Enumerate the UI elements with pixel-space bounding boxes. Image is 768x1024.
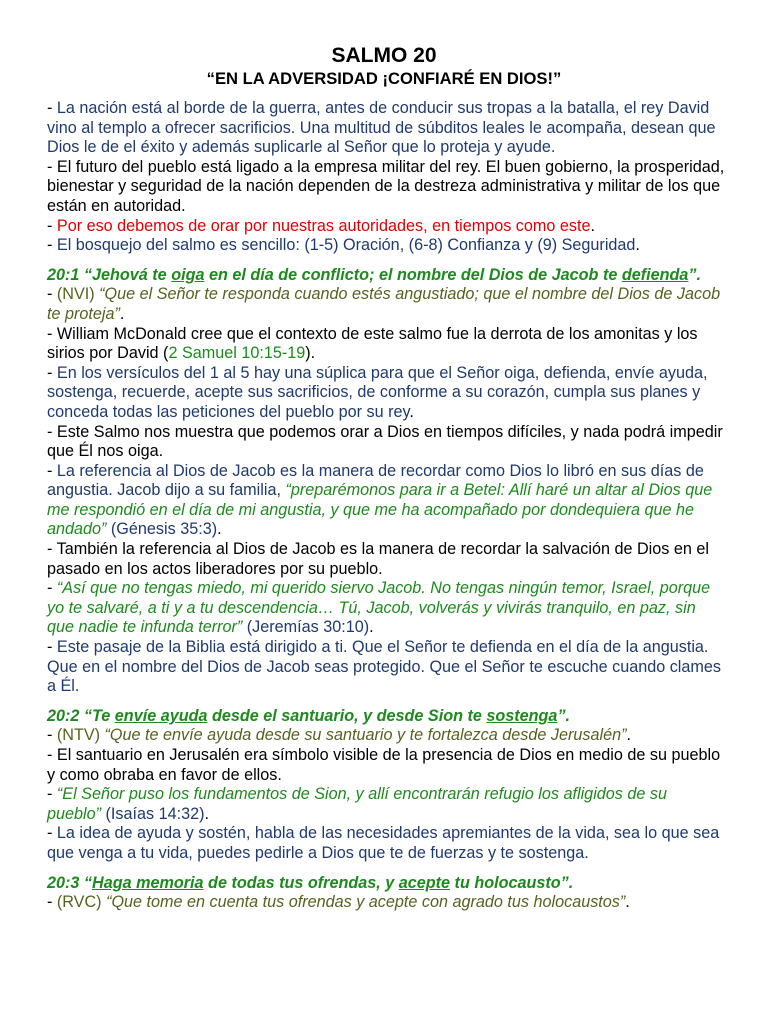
v1-paragraph-8: - Este pasaje de la Biblia está dirigido a ti. Que el Señor te defienda en el día de la angustia. Que en el nombre del Dios de Jacob seas protegido. Que el Señor te escuche cuando clames a Él. xyxy=(47,638,721,696)
v1-paragraph-2: - William McDonald cree que el contexto de este salmo fue la derrota de los amonitas y los sirios por David (2 Samuel 10:15-19). xyxy=(47,324,698,363)
page-title: SALMO 20 xyxy=(331,44,437,67)
v2-paragraph-4: - La idea de ayuda y sostén, habla de las necesidades apremiantes de la vida, sea lo que sea que venga a tu vida, puedes pedirle a Dios que te de fuerzas y te sostenga. xyxy=(47,824,720,862)
intro-paragraph-3: - Por eso debemos de orar por nuestras autoridades, en tiempos como este. xyxy=(47,216,595,235)
document-body xyxy=(47,99,725,913)
v1-paragraph-3: - En los versículos del 1 al 5 hay una súplica para que el Señor oiga, defienda, envíe ayuda, sostenga, recuerde, acepte sus sacrificios, de conforme a su corazón, cumpla sus planes y conceda todas las peticiones del pueblo por su rey. xyxy=(47,363,708,421)
v1-paragraph-4: - Este Salmo nos muestra que podemos orar a Dios en tiempos difíciles, y nada podrá impedir que Él nos oiga. xyxy=(47,422,723,461)
v3-rvc-quote: - (RVC) “Que tome en cuenta tus ofrendas y acepte con agrado tus holocaustos”. xyxy=(47,893,630,912)
v1-nvi-quote: - (NVI) “Que el Señor te responda cuando estés angustiado; que el nombre del Dios de Jacob te proteja”. xyxy=(47,285,721,323)
v2-paragraph-3: - “El Señor puso los fundamentos de Sion, y allí encontrarán refugio los afligidos de su pueblo” (Isaías 14:32). xyxy=(47,785,667,823)
intro-paragraph-2: - El futuro del pueblo está ligado a la empresa militar del rey. El buen gobierno, la prosperidad, bienestar y seguridad de la nación dependen de la destreza administrativa y militar de los que están en autoridad. xyxy=(47,157,725,215)
v1-paragraph-6: - También la referencia al Dios de Jacob es la manera de recordar la salvación de Dios en el pasado en los actos liberadores por su pueblo. xyxy=(47,540,709,578)
verse-heading-20-1: 20:1 “Jehová te oiga en el día de conflicto; el nombre del Dios de Jacob te defienda”. xyxy=(47,265,701,284)
intro-paragraph-4: - El bosquejo del salmo es sencillo: (1-5) Oración, (6-8) Confianza y (9) Seguridad. xyxy=(47,236,640,255)
verse-heading-20-3: 20:3 “Haga memoria de todas tus ofrendas, y acepte tu holocausto”. xyxy=(47,873,574,892)
v2-paragraph-2: - El santuario en Jerusalén era símbolo visible de la presencia de Dios en medio de su pueblo y como obraba en favor de ellos. xyxy=(47,746,721,784)
verse-heading-20-2: 20:2 “Te envíe ayuda desde el santuario, y desde Sion te sostenga”. xyxy=(47,706,571,725)
v1-paragraph-5: - La referencia al Dios de Jacob es la manera de recordar como Dios lo libró en sus días de angustia. Jacob dijo a su familia, “preparémonos para ir a Betel: Allí haré un altar al Dios que me respondió en el día de mi angustia, y que me ha acompañado por dondequiera que he andado” (Génesis 35:3). xyxy=(47,461,713,539)
v2-ntv-quote: - (NTV) “Que te envíe ayuda desde su santuario y te fortalezca desde Jerusalén”. xyxy=(47,726,631,745)
page-subtitle: “EN LA ADVERSIDAD ¡CONFIARÉ EN DIOS!” xyxy=(206,69,562,88)
intro-paragraph-1: - La nación está al borde de la guerra, antes de conducir sus tropas a la batalla, el rey David vino al templo a ofrecer sacrificios. Una multitud de súbditos leales le acompaña, desean que Dios le de el éxito y además suplicarle al Señor que lo proteja y ayude. xyxy=(47,99,716,157)
v1-paragraph-7: - “Así que no tengas miedo, mi querido siervo Jacob. No tengas ningún temor, Israel, porque yo te salvaré, a ti y a tu descendencia… Tú, Jacob, volverás y vivirás tranquilo, en paz, sin que nadie te infunda terror” (Jeremías 30:10). xyxy=(47,579,711,637)
